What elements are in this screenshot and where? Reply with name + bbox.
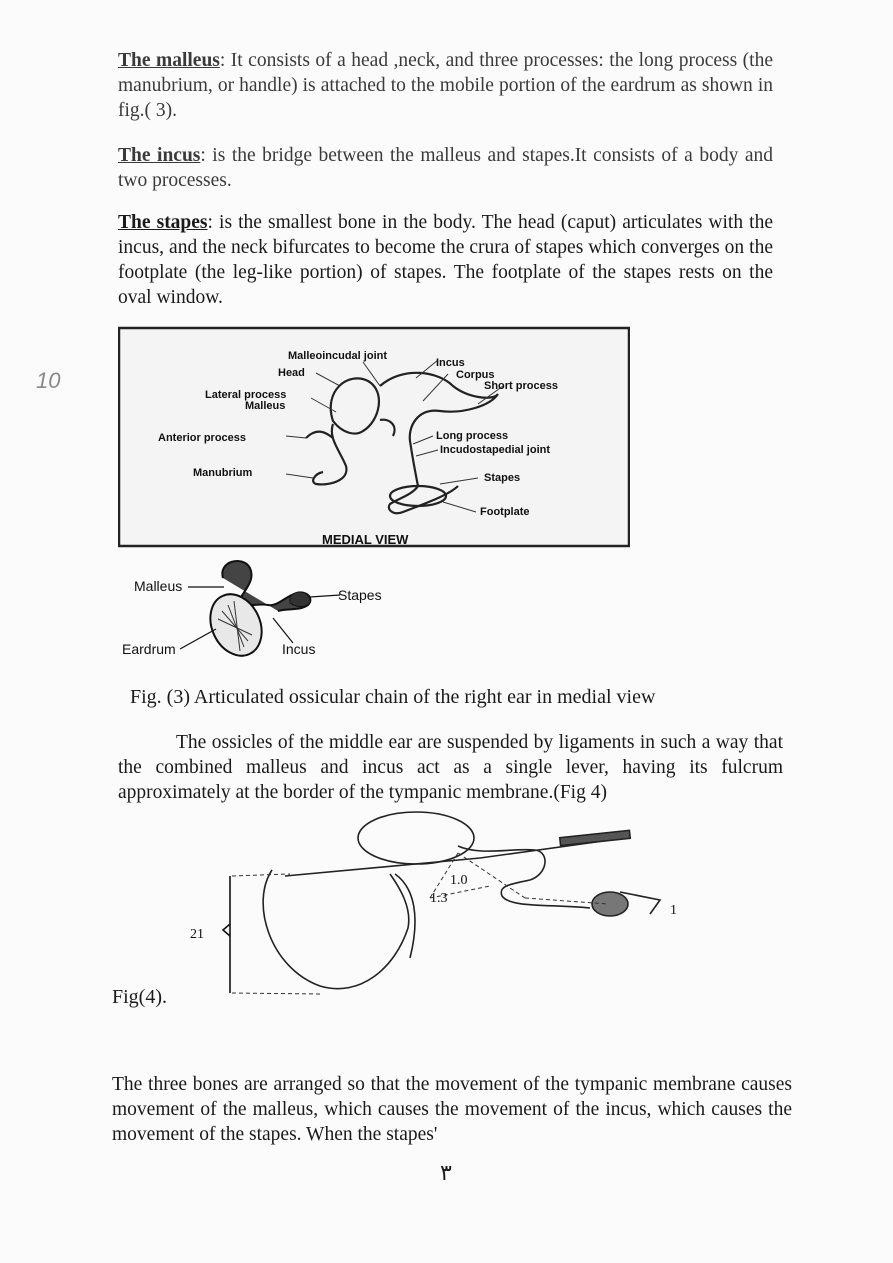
paragraph-lever: The ossicles of the middle ear are suspended by ligaments in such a way that the combined malleus and incus act as a single lever, having its fulcrum approximately at the border of the tympanic membrane.(Fig 4)	[118, 732, 783, 803]
paragraph-stapes	[118, 210, 773, 310]
ligament-bar	[560, 830, 630, 845]
margin-note: 10	[36, 368, 61, 393]
label-malleoincudal-joint: Malleoincudal joint	[288, 350, 388, 362]
fig4-ratio-1-3: 1.3	[430, 891, 448, 906]
label-small-malleus: Malleus	[134, 578, 183, 594]
figure4-label: Fig(4).	[112, 986, 167, 1008]
term-malleus: The malleus	[118, 50, 220, 71]
fig4-bracket	[223, 876, 230, 993]
fig4-drawing	[263, 812, 660, 989]
label-stapes: Stapes	[484, 472, 521, 484]
paragraph-movement: The three bones are arranged so that the movement of the tympanic membrane causes movement of the malleus, which causes the movement of the incus, which causes the movement of the stapes. When the stapes'	[112, 1074, 792, 1145]
figure3-ossicular-chain	[118, 553, 408, 665]
label-footplate: Footplate	[480, 506, 530, 518]
label-small-eardrum: Eardrum	[122, 641, 176, 657]
label-lateral-process: Lateral process	[205, 389, 287, 401]
incus-process-outline	[458, 846, 590, 908]
tympanic-membrane-outline	[263, 870, 409, 989]
paragraph-malleus	[118, 48, 773, 123]
figure4-lever-diagram	[180, 808, 700, 1003]
label-small-incus: Incus	[282, 641, 316, 657]
label-corpus: Corpus	[456, 369, 495, 381]
figure3-caption: Fig. (3) Articulated ossicular chain of the right ear in medial view	[130, 686, 656, 708]
stapes-footplate	[592, 892, 628, 916]
figure3-medial-view	[118, 326, 630, 548]
page-number: ٣	[440, 1160, 452, 1185]
label-manubrium: Manubrium	[193, 467, 253, 479]
label-malleus-small: Malleus	[245, 400, 286, 412]
label-small-stapes: Stapes	[338, 587, 382, 603]
paragraph-incus	[118, 143, 773, 193]
label-anterior-process: Anterior process	[158, 432, 247, 444]
fig4-ratio-1: 1	[670, 903, 677, 918]
term-stapes: The stapes	[118, 212, 208, 233]
stapes-text: : is the smallest bone in the body. The head (caput) articulates with the incus, and the neck bifurcates to become the crura of stapes which converges on the footplate (the leg-like portion) of stapes. The footplate of the stapes rests on the oval window.	[118, 212, 773, 308]
fig4-ratio-1-0: 1.0	[450, 873, 468, 888]
label-medial-view: MEDIAL VIEW	[322, 532, 409, 547]
incus-outline	[358, 812, 474, 864]
incus-text: : is the bridge between the malleus and stapes.It consists of a body and two processes.	[118, 145, 773, 191]
label-head: Head	[278, 367, 305, 379]
fig4-ratio-21: 21	[190, 927, 204, 942]
label-short-process: Short process	[484, 380, 558, 392]
label-incudostapedial-joint: Incudostapedial joint	[440, 444, 551, 456]
term-incus: The incus	[118, 145, 201, 166]
label-long-process: Long process	[436, 430, 509, 442]
label-incus: Incus	[436, 357, 465, 369]
malleus-text: : It consists of a head ,neck, and three processes: the long process (the manubrium, or handle) is attached to the mobile portion of the eardrum as shown in fig.( 3).	[118, 50, 773, 121]
